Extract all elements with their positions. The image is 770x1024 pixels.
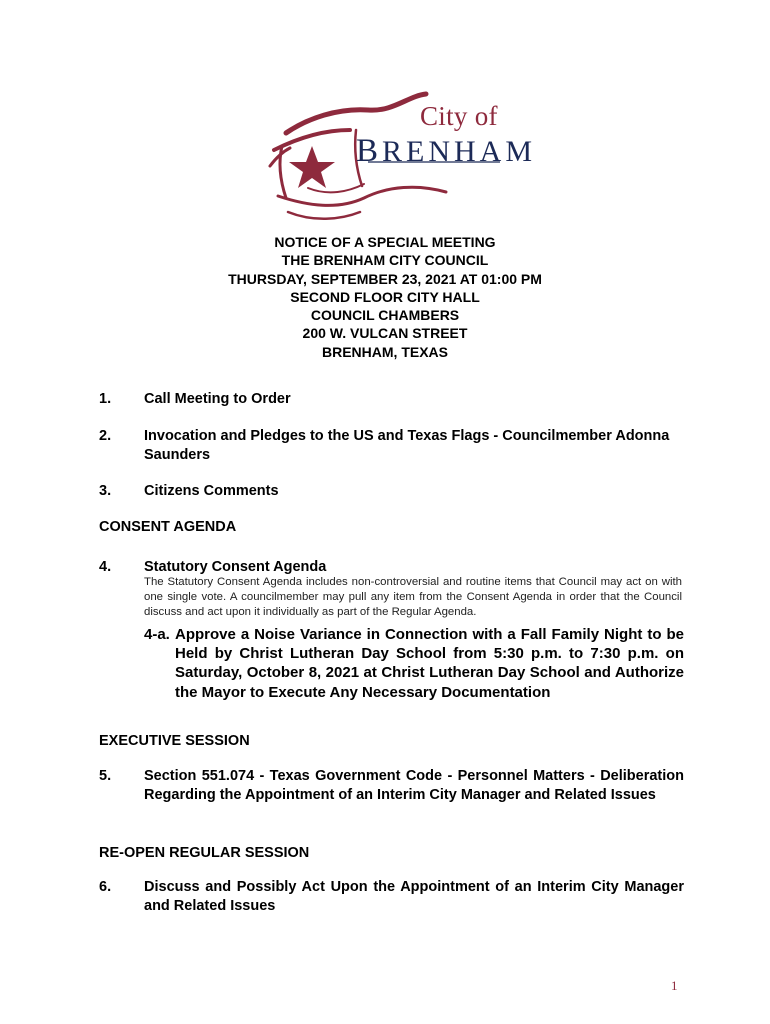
item-text: Call Meeting to Order xyxy=(144,391,291,407)
logo-brenham-text: BRENHAM xyxy=(356,133,537,169)
item-text: Statutory Consent Agenda xyxy=(144,559,327,575)
item-number: 5. xyxy=(99,768,112,784)
consent-agenda-description: The Statutory Consent Agenda includes non-controversial and routine items that Council may act on with one single vote. A councilmember may pull any item from the Consent Agenda in order that the Council discuss and act upon it individually as part of the Regular Agenda. xyxy=(144,576,682,618)
header-line: NOTICE OF A SPECIAL MEETING xyxy=(274,234,496,250)
item-number: 6. xyxy=(99,879,112,895)
item-number: 3. xyxy=(99,483,112,499)
city-logo xyxy=(268,88,537,228)
header-line: COUNCIL CHAMBERS xyxy=(310,307,460,324)
item-number: 4. xyxy=(99,559,112,575)
header-line: THE BRENHAM CITY COUNCIL xyxy=(281,252,489,269)
header-line: THURSDAY, SEPTEMBER 23, 2021 AT 01:00 PM xyxy=(228,270,542,287)
item-text: Approve a Noise Variance in Connection with a Fall Family Night to be Held by Christ Lutheran Day School from 5:30 p.m. to 7:30 p.m. on Saturday, October 8, 2021 at Christ Lutheran Day School and Authorize the Mayor to Execute Any Necessary Documentation xyxy=(175,626,684,701)
header-line: SECOND FLOOR CITY HALL xyxy=(290,288,480,305)
logo-city-of-text: City of xyxy=(420,101,498,131)
section-heading-reopen: RE-OPEN REGULAR SESSION xyxy=(99,845,310,861)
page-number: 1 xyxy=(671,978,678,993)
section-heading-executive: EXECUTIVE SESSION xyxy=(99,733,250,749)
item-text: Invocation and Pledges to the US and Texas Flags - Councilmember Adonna Saunders xyxy=(144,428,670,463)
item-number: 4-a. xyxy=(144,626,170,643)
section-heading-consent: CONSENT AGENDA xyxy=(99,519,237,535)
item-number: 2. xyxy=(99,428,112,444)
meeting-notice-header xyxy=(0,233,770,361)
header-line: 200 W. VULCAN STREET xyxy=(302,325,468,342)
header-line: BRENHAM, TEXAS xyxy=(321,343,448,360)
item-number: 1. xyxy=(99,391,112,407)
item-text: Citizens Comments xyxy=(144,483,279,499)
item-text: Section 551.074 - Texas Government Code - Personnel Matters - Deliberation Regarding the Appointment of an Interim City Manager and Related Issues xyxy=(144,768,684,803)
item-text: Discuss and Possibly Act Upon the Appointment of an Interim City Manager and Related Issues xyxy=(144,879,684,914)
